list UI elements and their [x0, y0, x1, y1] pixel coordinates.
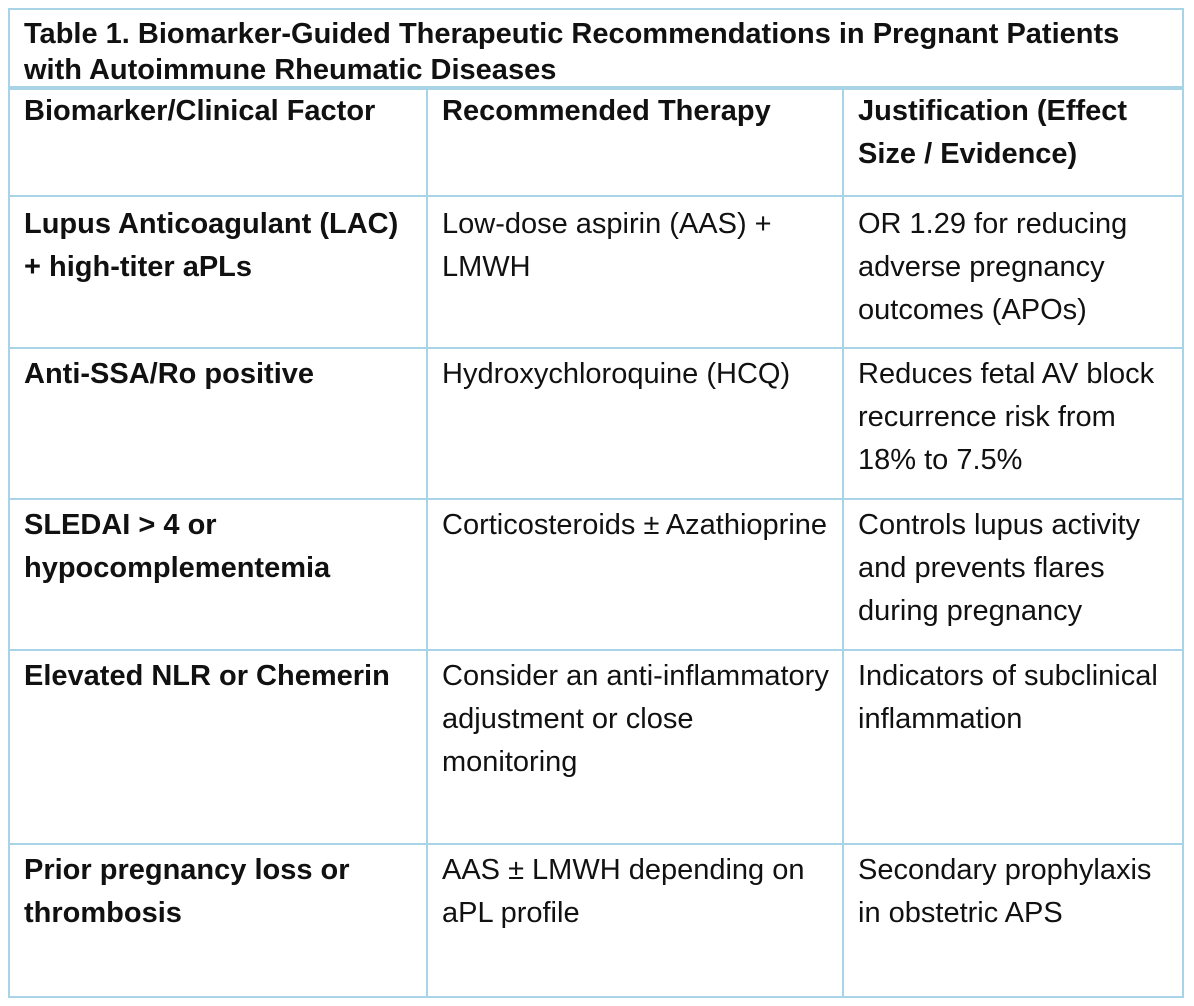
- cell-factor: SLEDAI > 4 or hypocomplementemia: [10, 499, 427, 650]
- caption-text: . Biomarker-Guided Therapeutic Recommendations in Pregnant Patients with Autoimmune Rheumatic Diseases: [24, 18, 1120, 86]
- caption-prefix: Table 1: [24, 18, 122, 50]
- table-row: [10, 650, 1182, 844]
- cell-therapy: AAS ± LMWH depending on aPL profile: [427, 844, 843, 996]
- cell-therapy: Hydroxychloroquine (HCQ): [427, 348, 843, 499]
- table-row: [10, 844, 1182, 996]
- table-container: [8, 8, 1184, 998]
- header-justification: Justification (Effect Size / Evidence): [843, 90, 1182, 196]
- table-row: [10, 348, 1182, 499]
- header-factor: Biomarker/Clinical Factor: [10, 90, 427, 196]
- cell-factor: Anti-SSA/Ro positive: [10, 348, 427, 499]
- header-row: [10, 90, 1182, 196]
- cell-justification: Controls lupus activity and prevents flares during pregnancy: [843, 499, 1182, 650]
- header-therapy: Recommended Therapy: [427, 90, 843, 196]
- table-row: [10, 196, 1182, 348]
- recommendations-table: [10, 90, 1182, 996]
- cell-justification: OR 1.29 for reducing adverse pregnancy outcomes (APOs): [843, 196, 1182, 348]
- cell-justification: Secondary prophylaxis in obstetric APS: [843, 844, 1182, 996]
- table-row: [10, 499, 1182, 650]
- cell-therapy: Corticosteroids ± Azathioprine: [427, 499, 843, 650]
- cell-factor: Lupus Anticoagulant (LAC) + high-titer aPLs: [10, 196, 427, 348]
- cell-factor: Elevated NLR or Chemerin: [10, 650, 427, 844]
- cell-therapy: Low-dose aspirin (AAS) + LMWH: [427, 196, 843, 348]
- table-caption: [10, 10, 1182, 90]
- cell-therapy: Consider an anti-inflammatory adjustment or close monitoring: [427, 650, 843, 844]
- cell-justification: Reduces fetal AV block recurrence risk from 18% to 7.5%: [843, 348, 1182, 499]
- cell-factor: Prior pregnancy loss or thrombosis: [10, 844, 427, 996]
- cell-justification: Indicators of subclinical inflammation: [843, 650, 1182, 844]
